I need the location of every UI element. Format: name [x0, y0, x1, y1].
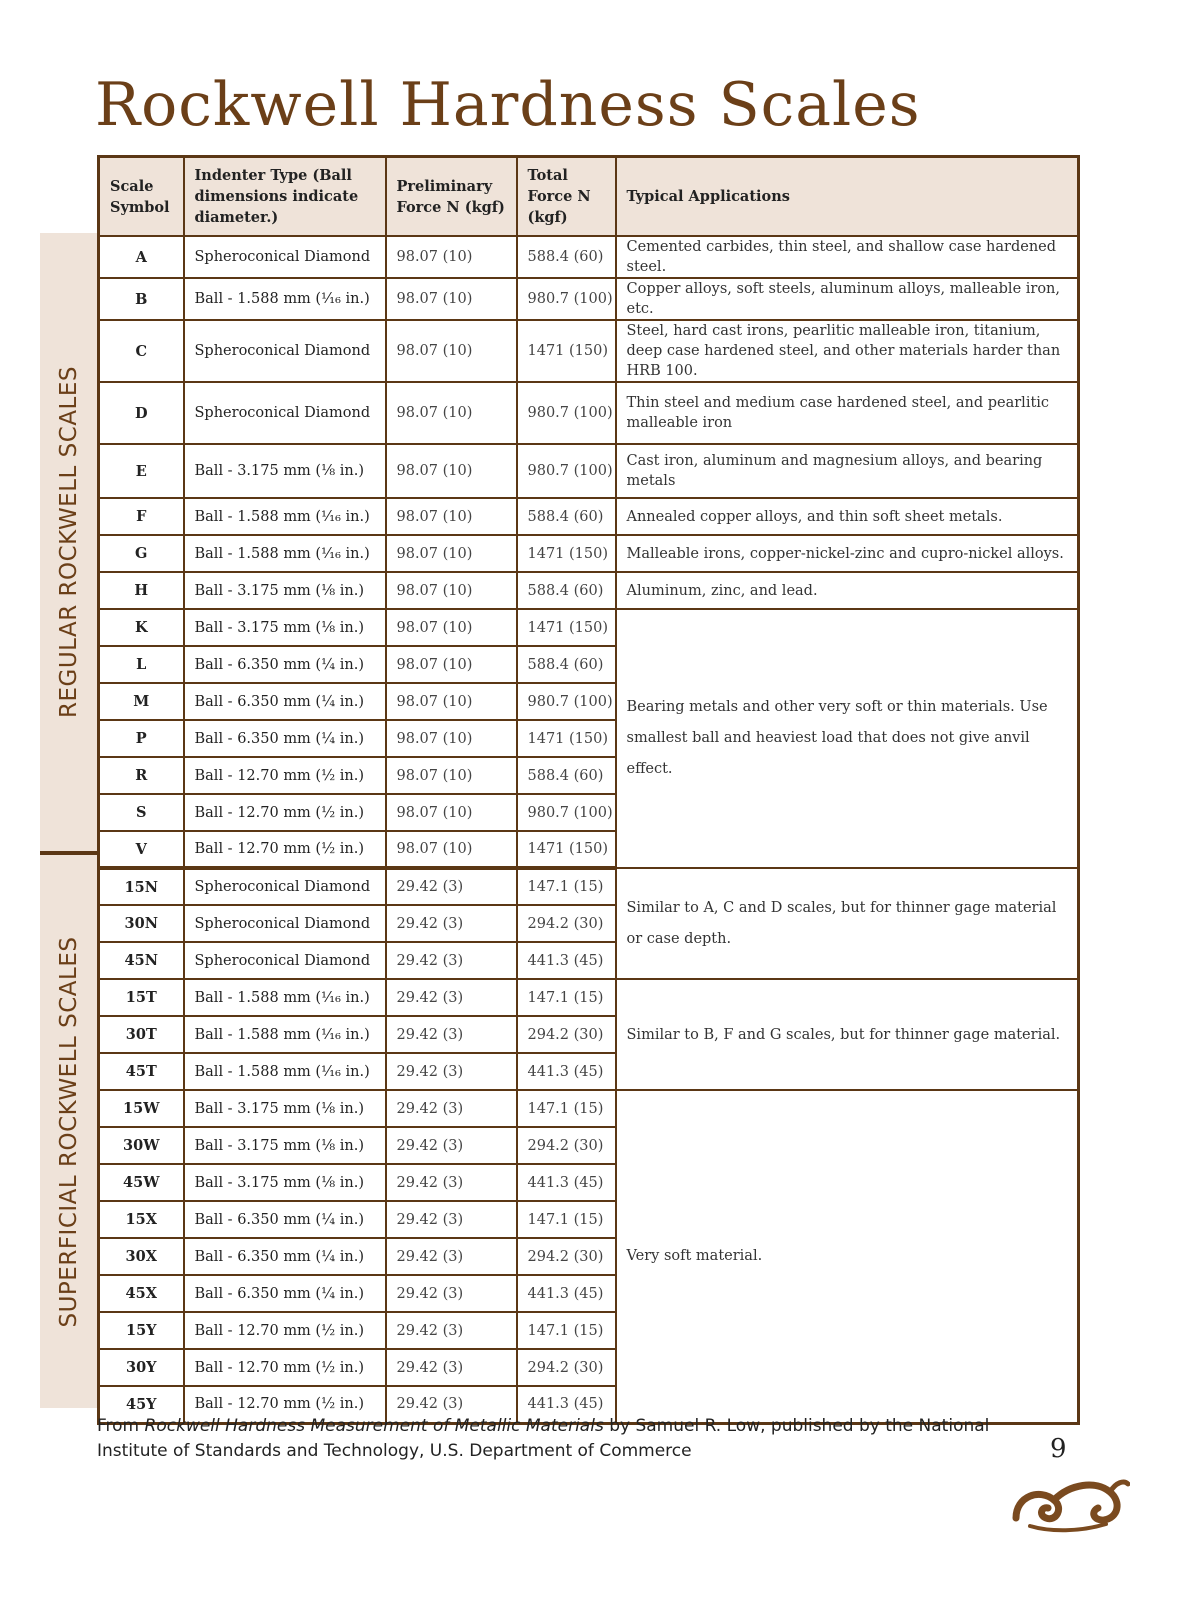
preliminary-force: 98.07 (10)	[386, 535, 517, 572]
preliminary-force: 98.07 (10)	[386, 609, 517, 646]
total-force: 294.2 (30)	[517, 905, 616, 942]
scale-symbol: P	[99, 720, 184, 757]
indenter-type: Ball - 1.588 mm (¹⁄₁₆ in.)	[184, 979, 386, 1016]
preliminary-force: 29.42 (3)	[386, 1312, 517, 1349]
preliminary-force: 29.42 (3)	[386, 1127, 517, 1164]
application-text: Similar to A, C and D scales, but for thinner gage material or case depth.	[616, 868, 1079, 979]
application-text: Bearing metals and other very soft or thin materials. Use smallest ball and heaviest load that does not give anvil effect.	[616, 609, 1079, 868]
indenter-type: Ball - 6.350 mm (¼ in.)	[184, 683, 386, 720]
indenter-type: Ball - 6.350 mm (¼ in.)	[184, 1238, 386, 1275]
application-text: Annealed copper alloys, and thin soft sheet metals.	[616, 498, 1079, 535]
application-text: Steel, hard cast irons, pearlitic malleable iron, titanium, deep case hardened steel, and other materials harder than HRB 100.	[616, 320, 1079, 382]
indenter-type: Ball - 3.175 mm (⅛ in.)	[184, 572, 386, 609]
preliminary-force: 29.42 (3)	[386, 1275, 517, 1312]
rockwell-scales-table	[97, 155, 1080, 1425]
scale-symbol: 45T	[99, 1053, 184, 1090]
total-force: 294.2 (30)	[517, 1016, 616, 1053]
total-force: 588.4 (60)	[517, 498, 616, 535]
application-text: Thin steel and medium case hardened steel, and pearlitic malleable iron	[616, 382, 1079, 444]
application-text: Cast iron, aluminum and magnesium alloys, and bearing metals	[616, 444, 1079, 498]
scale-symbol: V	[99, 831, 184, 868]
scale-symbol: C	[99, 320, 184, 382]
indenter-type: Ball - 12.70 mm (½ in.)	[184, 1349, 386, 1386]
indenter-type: Ball - 12.70 mm (½ in.)	[184, 757, 386, 794]
header-scale-symbol: Scale Symbol	[99, 157, 184, 237]
scale-symbol: S	[99, 794, 184, 831]
table-row	[99, 498, 1079, 535]
scale-symbol: 15Y	[99, 1312, 184, 1349]
total-force: 980.7 (100)	[517, 382, 616, 444]
scale-symbol: K	[99, 609, 184, 646]
indenter-type: Ball - 12.70 mm (½ in.)	[184, 1312, 386, 1349]
preliminary-force: 29.42 (3)	[386, 1349, 517, 1386]
total-force: 980.7 (100)	[517, 683, 616, 720]
total-force: 1471 (150)	[517, 720, 616, 757]
indenter-type: Ball - 1.588 mm (¹⁄₁₆ in.)	[184, 1053, 386, 1090]
page-number: 9	[1050, 1434, 1067, 1464]
table-header-row	[99, 157, 1079, 237]
indenter-type: Ball - 6.350 mm (¼ in.)	[184, 1275, 386, 1312]
citation-suffix: by Samuel R. Low, published by the National Institute of Standards and Technology, U.S. Department of Commerce	[97, 1416, 990, 1461]
source-citation	[97, 1414, 997, 1464]
scale-symbol: G	[99, 535, 184, 572]
total-force: 1471 (150)	[517, 609, 616, 646]
preliminary-force: 98.07 (10)	[386, 683, 517, 720]
total-force: 441.3 (45)	[517, 1275, 616, 1312]
preliminary-force: 29.42 (3)	[386, 1238, 517, 1275]
indenter-type: Ball - 12.70 mm (½ in.)	[184, 794, 386, 831]
scale-symbol: 30W	[99, 1127, 184, 1164]
header-total-force: Total Force N (kgf)	[517, 157, 616, 237]
scale-symbol: 30Y	[99, 1349, 184, 1386]
total-force: 147.1 (15)	[517, 1090, 616, 1127]
preliminary-force: 98.07 (10)	[386, 757, 517, 794]
table-row	[99, 535, 1079, 572]
table-row	[99, 382, 1079, 444]
preliminary-force: 29.42 (3)	[386, 1016, 517, 1053]
preliminary-force: 98.07 (10)	[386, 236, 517, 278]
table-row	[99, 609, 1079, 646]
preliminary-force: 98.07 (10)	[386, 572, 517, 609]
indenter-type: Ball - 6.350 mm (¼ in.)	[184, 1201, 386, 1238]
total-force: 588.4 (60)	[517, 572, 616, 609]
total-force: 294.2 (30)	[517, 1127, 616, 1164]
preliminary-force: 29.42 (3)	[386, 1164, 517, 1201]
indenter-type: Ball - 1.588 mm (¹⁄₁₆ in.)	[184, 535, 386, 572]
total-force: 147.1 (15)	[517, 868, 616, 905]
application-text: Aluminum, zinc, and lead.	[616, 572, 1079, 609]
total-force: 441.3 (45)	[517, 1053, 616, 1090]
total-force: 980.7 (100)	[517, 794, 616, 831]
preliminary-force: 98.07 (10)	[386, 498, 517, 535]
scale-symbol: 15X	[99, 1201, 184, 1238]
total-force: 441.3 (45)	[517, 1386, 616, 1423]
scale-symbol: 15T	[99, 979, 184, 1016]
preliminary-force: 98.07 (10)	[386, 444, 517, 498]
preliminary-force: 98.07 (10)	[386, 720, 517, 757]
preliminary-force: 29.42 (3)	[386, 905, 517, 942]
scale-symbol: 15W	[99, 1090, 184, 1127]
total-force: 147.1 (15)	[517, 1201, 616, 1238]
total-force: 1471 (150)	[517, 320, 616, 382]
indenter-type: Ball - 6.350 mm (¼ in.)	[184, 646, 386, 683]
indenter-type: Ball - 3.175 mm (⅛ in.)	[184, 609, 386, 646]
scale-symbol: 30T	[99, 1016, 184, 1053]
table-row	[99, 278, 1079, 320]
indenter-type: Spheroconical Diamond	[184, 236, 386, 278]
preliminary-force: 98.07 (10)	[386, 831, 517, 868]
indenter-type: Spheroconical Diamond	[184, 905, 386, 942]
total-force: 588.4 (60)	[517, 757, 616, 794]
indenter-type: Ball - 6.350 mm (¼ in.)	[184, 720, 386, 757]
table-row	[99, 444, 1079, 498]
scale-symbol: 45W	[99, 1164, 184, 1201]
total-force: 294.2 (30)	[517, 1349, 616, 1386]
scale-symbol: 15N	[99, 868, 184, 905]
scale-symbol: A	[99, 236, 184, 278]
indenter-type: Ball - 1.588 mm (¹⁄₁₆ in.)	[184, 498, 386, 535]
preliminary-force: 29.42 (3)	[386, 942, 517, 979]
total-force: 1471 (150)	[517, 831, 616, 868]
header-indenter-type: Indenter Type (Ball dimensions indicate diameter.)	[184, 157, 386, 237]
application-text: Copper alloys, soft steels, aluminum alloys, malleable iron, etc.	[616, 278, 1079, 320]
total-force: 441.3 (45)	[517, 1164, 616, 1201]
total-force: 588.4 (60)	[517, 646, 616, 683]
header-typical-applications: Typical Applications	[616, 157, 1079, 237]
total-force: 1471 (150)	[517, 535, 616, 572]
indenter-type: Ball - 12.70 mm (½ in.)	[184, 831, 386, 868]
indenter-type: Ball - 3.175 mm (⅛ in.)	[184, 1090, 386, 1127]
scale-symbol: 45X	[99, 1275, 184, 1312]
regular-scales-sidebar	[40, 233, 98, 851]
total-force: 441.3 (45)	[517, 942, 616, 979]
application-text: Malleable irons, copper-nickel-zinc and cupro-nickel alloys.	[616, 535, 1079, 572]
regular-scales-label: REGULAR ROCKWELL SCALES	[56, 366, 82, 718]
indenter-type: Ball - 1.588 mm (¹⁄₁₆ in.)	[184, 1016, 386, 1053]
table-row	[99, 236, 1079, 278]
scale-symbol: E	[99, 444, 184, 498]
indenter-type: Ball - 12.70 mm (½ in.)	[184, 1386, 386, 1423]
table-row	[99, 1090, 1079, 1127]
total-force: 980.7 (100)	[517, 278, 616, 320]
superficial-scales-sidebar	[40, 855, 98, 1408]
table-row	[99, 320, 1079, 382]
total-force: 980.7 (100)	[517, 444, 616, 498]
preliminary-force: 29.42 (3)	[386, 1053, 517, 1090]
indenter-type: Spheroconical Diamond	[184, 320, 386, 382]
total-force: 588.4 (60)	[517, 236, 616, 278]
preliminary-force: 98.07 (10)	[386, 794, 517, 831]
scale-symbol: B	[99, 278, 184, 320]
preliminary-force: 29.42 (3)	[386, 868, 517, 905]
indenter-type: Spheroconical Diamond	[184, 942, 386, 979]
total-force: 147.1 (15)	[517, 1312, 616, 1349]
application-text: Cemented carbides, thin steel, and shallow case hardened steel.	[616, 236, 1079, 278]
preliminary-force: 29.42 (3)	[386, 1201, 517, 1238]
scale-symbol: 45N	[99, 942, 184, 979]
scroll-ornament-icon	[1010, 1466, 1130, 1536]
indenter-type: Spheroconical Diamond	[184, 868, 386, 905]
citation-source-title: Rockwell Hardness Measurement of Metallic Materials	[144, 1416, 604, 1436]
scale-symbol: D	[99, 382, 184, 444]
preliminary-force: 98.07 (10)	[386, 278, 517, 320]
scale-symbol: R	[99, 757, 184, 794]
application-text: Similar to B, F and G scales, but for thinner gage material.	[616, 979, 1079, 1090]
scale-symbol: H	[99, 572, 184, 609]
preliminary-force: 98.07 (10)	[386, 320, 517, 382]
preliminary-force: 29.42 (3)	[386, 1386, 517, 1423]
indenter-type: Spheroconical Diamond	[184, 382, 386, 444]
citation-prefix: From	[97, 1416, 145, 1436]
table-row	[99, 868, 1079, 905]
preliminary-force: 29.42 (3)	[386, 979, 517, 1016]
preliminary-force: 29.42 (3)	[386, 1090, 517, 1127]
indenter-type: Ball - 3.175 mm (⅛ in.)	[184, 1164, 386, 1201]
scale-symbol: L	[99, 646, 184, 683]
table-row	[99, 572, 1079, 609]
table-row	[99, 979, 1079, 1016]
header-preliminary-force: Preliminary Force N (kgf)	[386, 157, 517, 237]
preliminary-force: 98.07 (10)	[386, 646, 517, 683]
scale-symbol: F	[99, 498, 184, 535]
indenter-type: Ball - 1.588 mm (¹⁄₁₆ in.)	[184, 278, 386, 320]
scale-symbol: 30N	[99, 905, 184, 942]
scale-symbol: M	[99, 683, 184, 720]
preliminary-force: 98.07 (10)	[386, 382, 517, 444]
page-title: Rockwell Hardness Scales	[95, 70, 921, 140]
scale-symbol: 45Y	[99, 1386, 184, 1423]
scale-symbol: 30X	[99, 1238, 184, 1275]
indenter-type: Ball - 3.175 mm (⅛ in.)	[184, 444, 386, 498]
indenter-type: Ball - 3.175 mm (⅛ in.)	[184, 1127, 386, 1164]
total-force: 294.2 (30)	[517, 1238, 616, 1275]
superficial-scales-label: SUPERFICIAL ROCKWELL SCALES	[56, 936, 82, 1327]
application-text: Very soft material.	[616, 1090, 1079, 1423]
total-force: 147.1 (15)	[517, 979, 616, 1016]
